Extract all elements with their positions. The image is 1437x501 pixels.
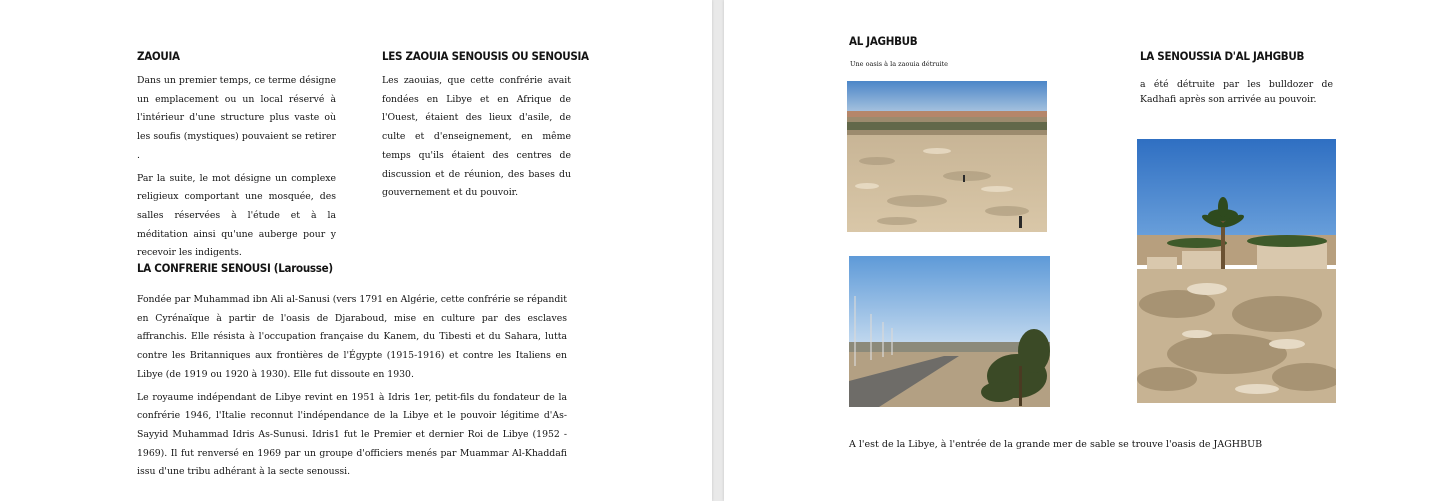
confrerie-paragraph-1: Fondée par Muhammad ibn Ali al-Sanusi (vers 1791 en Algérie, cette confrérie se répandit en Cyrénaïque à partir de l'oasis de Djaraboud, mise en culture par des esclaves affranchis. Elle résista à l'occupation française du Kanem, du Tibesti et du Sahara, lutta contre les Britanniques aux frontières de l'Égypte (1915-1916) et contre les Italiens en Libye (de 1919 ou 1920 à 1930). Elle fut dissoute en 1930. bbox=[137, 294, 567, 380]
confrerie-paragraph-2: Le royaume indépendant de Libye revint en 1951 à Idris 1er, petit-fils du fondateur de la confrérie 1946, l'Italie reconnut l'indépendance de la Libye et le pouvoir légitime d'As-Sayyid Muhammad Idris As-Sunusi. Idris1 fut le Premier et dernier Roi de Libye (1952 - 1969). Il fut renversé en 1969 par un groupe d'officiers menés par Muammar Al-Khaddafi issu d'une tribu adhérant à la secte senoussi. bbox=[137, 391, 567, 478]
confrerie-text bbox=[137, 291, 567, 482]
heading-senousis: LES ZAOUIA SENOUSIS OU SENOUSIA bbox=[382, 49, 589, 63]
zaouia-text bbox=[137, 72, 336, 263]
zaouia-paragraph-1: Dans un premier temps, ce terme désigne un emplacement ou un local réservé à l'intérieur d'une structure plus vaste où les soufis (mystiques) pouvaient se retirer . bbox=[137, 75, 336, 161]
right-page bbox=[724, 0, 1437, 501]
heading-zaouia: ZAOUIA bbox=[137, 49, 180, 63]
desert-road-photo bbox=[849, 256, 1050, 407]
heading-jaghbub: AL JAGHBUB bbox=[849, 34, 918, 48]
senousis-paragraph: Les zaouias, que cette confrérie avait fondées en Libye et en Afrique de l'Ouest, étaient des lieux d'asile, de culte et d'enseignement, en même temps qu'ils étaient des centres de discussion et de réunion, des bases du gouvernement et du pouvoir. bbox=[382, 75, 571, 199]
desert-road-image bbox=[849, 256, 1050, 407]
desert-oasis-image bbox=[847, 81, 1047, 232]
zaouia-paragraph-2: Par la suite, le mot désigne un complexe religieux comportant une mosquée, des salles réservées à l'étude et à la méditation ainsi qu'une auberge pour y recevoir les indigents. bbox=[137, 172, 336, 259]
senoussia-text-block bbox=[1140, 77, 1333, 107]
jaghbub-footer-text: A l'est de la Libye, à l'entrée de la grande mer de sable se trouve l'oasis de JAGHBUB bbox=[849, 439, 1263, 450]
left-page bbox=[0, 0, 712, 501]
desert-oasis-photo bbox=[847, 81, 1047, 232]
senousis-text bbox=[382, 72, 571, 203]
ruined-zaouia-palm-photo bbox=[1137, 139, 1336, 403]
heading-senoussia: LA SENOUSSIA D'AL JAHGBUB bbox=[1140, 49, 1305, 63]
ruined-zaouia-palm-image bbox=[1137, 139, 1336, 403]
jaghbub-caption: Une oasis à la zaouia détruite bbox=[850, 60, 949, 68]
senoussia-text: a été détruite par les bulldozer de Kadhafi après son arrivée au pouvoir. bbox=[1140, 79, 1333, 105]
heading-confrerie: LA CONFRERIE SENOUSI (Larousse) bbox=[137, 261, 333, 275]
